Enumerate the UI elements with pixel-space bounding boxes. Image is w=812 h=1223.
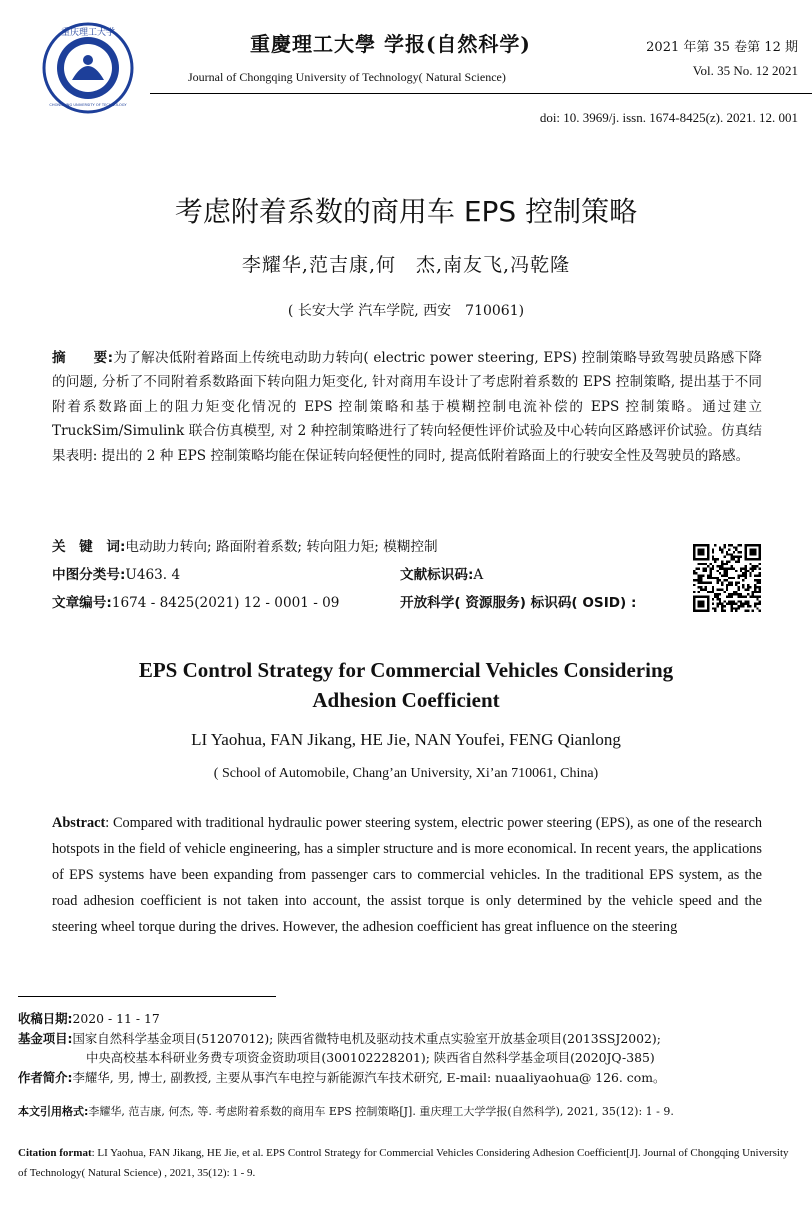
doi[interactable]: doi: 10. 3969/j. issn. 1674-8425(z). 2021. 12. 001	[539, 110, 798, 125]
received-value: 2020 - 11 - 17	[72, 1011, 160, 1026]
fund-label: 基金项目:	[18, 1031, 73, 1046]
footnote-divider	[18, 996, 276, 997]
logo-ring-text: CHONGQING UNIVERSITY OF TECHNOLOGY	[49, 103, 127, 107]
received-label: 收稿日期:	[18, 1011, 73, 1026]
abstract-en	[52, 810, 762, 940]
issue-info-cn: 2021 年第 35 卷第 12 期	[646, 40, 798, 55]
citation-cn-label: 本文引用格式:	[18, 1105, 89, 1118]
authors-cn: 李耀华,范吉康,何 杰,南友飞,冯乾隆	[241, 254, 571, 276]
osid	[400, 591, 636, 611]
paper-title-cn: 考虑附着系数的商用车 EPS 控制策略	[174, 195, 638, 228]
fund-line1: 国家自然科学基金项目(51207012); 陕西省微特电机及驱动技术重点实验室开放基金项目(2013SSJ2002);	[72, 1031, 661, 1046]
bio-text: 李耀华, 男, 博士, 副教授, 主要从事汽车电控与新能源汽车技术研究, E-mail: nuaaliyaohua@ 126. com。	[72, 1070, 666, 1085]
affiliation-cn: ( 长安大学 汽车学院, 西安 710061)	[287, 303, 525, 319]
article-no-value: 1674 - 8425(2021) 12 - 0001 - 09	[111, 595, 340, 611]
paper-title-en-line2: Adhesion Coefficient	[312, 688, 500, 712]
bio-label: 作者简介:	[18, 1070, 73, 1085]
article-no-label: 文章编号:	[52, 595, 112, 611]
university-logo	[42, 22, 134, 114]
osid-label: 开放科学( 资源服务) 标识码( OSID) :	[400, 595, 637, 611]
keywords-label: 关 键 词:	[52, 539, 126, 555]
received-date	[18, 1009, 160, 1029]
citation-cn-text: 李耀华, 范吉康, 何杰, 等. 考虑附着系数的商用车 EPS 控制策略[J]. 重庆理工大学学报(自然科学), 2021, 35(12): 1 - 9.	[88, 1105, 674, 1118]
article-number	[52, 591, 339, 611]
clc-value: U463. 4	[125, 567, 181, 583]
journal-title-cn: 重慶理工大學 学报(自然科学)	[250, 32, 531, 56]
abstract-cn-text: 为了解决低附着路面上传统电动助力转向( electric power steering, EPS) 控制策略导致驾驶员路感下降的问题, 分析了不同附着系数路面下转向阻力矩变化, 针对商用车设计了考虑附着系数的 EPS 控制策略, 提出基于不同附着系数路面上的阻力矩变化情况的 EPS 控制策略和基于模糊控制电流补偿的 EPS 控制策略。通过建立 TruckSim/Simulink 联合仿真模型, 对 2 种控制策略进行了转向轻便性评价试验及中心转向区路感评价试验。仿真结果表明: 提出的 2 种 EPS 控制策略均能在保证转向轻便性的同时, 提高低附着路面上的行驶安全性及驾驶员的路感。	[52, 350, 763, 464]
citation-en	[18, 1143, 792, 1183]
fund-info	[18, 1029, 661, 1049]
logo-text: 重庆理工大学	[60, 28, 116, 38]
abstract-cn-label: 摘 要:	[52, 350, 114, 366]
journal-title-en: Journal of Chongqing University of Technology( Natural Science)	[188, 70, 506, 84]
abstract-en-text: : Compared with traditional hydraulic power steering system, electric power steering (EPS), as one of the research hotspots in the field of vehicle engineering, has a simpler structure and is more economical. In recent years, the applications of EPS systems have been expanding from passenger cars to commercial vehicles. In the traditional EPS system, as the road adhesion coefficient is not taken into account, the assist torque is only determined by the vehicle speed and the steering wheel torque during the drives. However, the adhesion coefficient has great influence on the steering	[52, 815, 762, 935]
citation-en-text: : LI Yaohua, FAN Jikang, HE Jie, et al. EPS Control Strategy for Commercial Vehicles Considering Adhesion Coefficient[J]. Journal of Chongqing University of Technology( Natural Science) , 2021, 35(12): 1 - 9.	[18, 1147, 789, 1179]
doc-code-value: A	[473, 567, 484, 583]
clc-label: 中图分类号:	[52, 567, 126, 583]
paper-title-en-line1: EPS Control Strategy for Commercial Vehicles Considering	[138, 658, 674, 682]
doc-code-label: 文献标识码:	[400, 567, 474, 583]
clc-number	[52, 563, 180, 583]
affiliation-en: ( School of Automobile, Chang’an University, Xi’an 710061, China)	[213, 766, 599, 781]
issue-info-en: Vol. 35 No. 12 2021	[692, 63, 798, 78]
abstract-en-label: Abstract	[52, 815, 106, 831]
document-code	[400, 563, 483, 583]
author-bio	[18, 1068, 665, 1088]
keywords-text: 电动助力转向; 路面附着系数; 转向阻力矩; 模糊控制	[125, 539, 438, 555]
qr-code-icon[interactable]	[693, 544, 761, 612]
paper-title-en	[0, 655, 812, 715]
keywords	[52, 535, 438, 555]
authors-en: LI Yaohua, FAN Jikang, HE Jie, NAN Youfei, FENG Qianlong	[191, 730, 621, 749]
fund-info-line2: 中央高校基本科研业务费专项资金资助项目(300102228201); 陕西省自然科学基金项目(2020JQ-385)	[86, 1050, 655, 1065]
logo-year: 1940	[79, 82, 97, 90]
citation-cn	[18, 1102, 792, 1122]
abstract-cn	[52, 346, 762, 468]
citation-en-label: Citation format	[18, 1147, 92, 1159]
header-divider	[150, 93, 812, 94]
